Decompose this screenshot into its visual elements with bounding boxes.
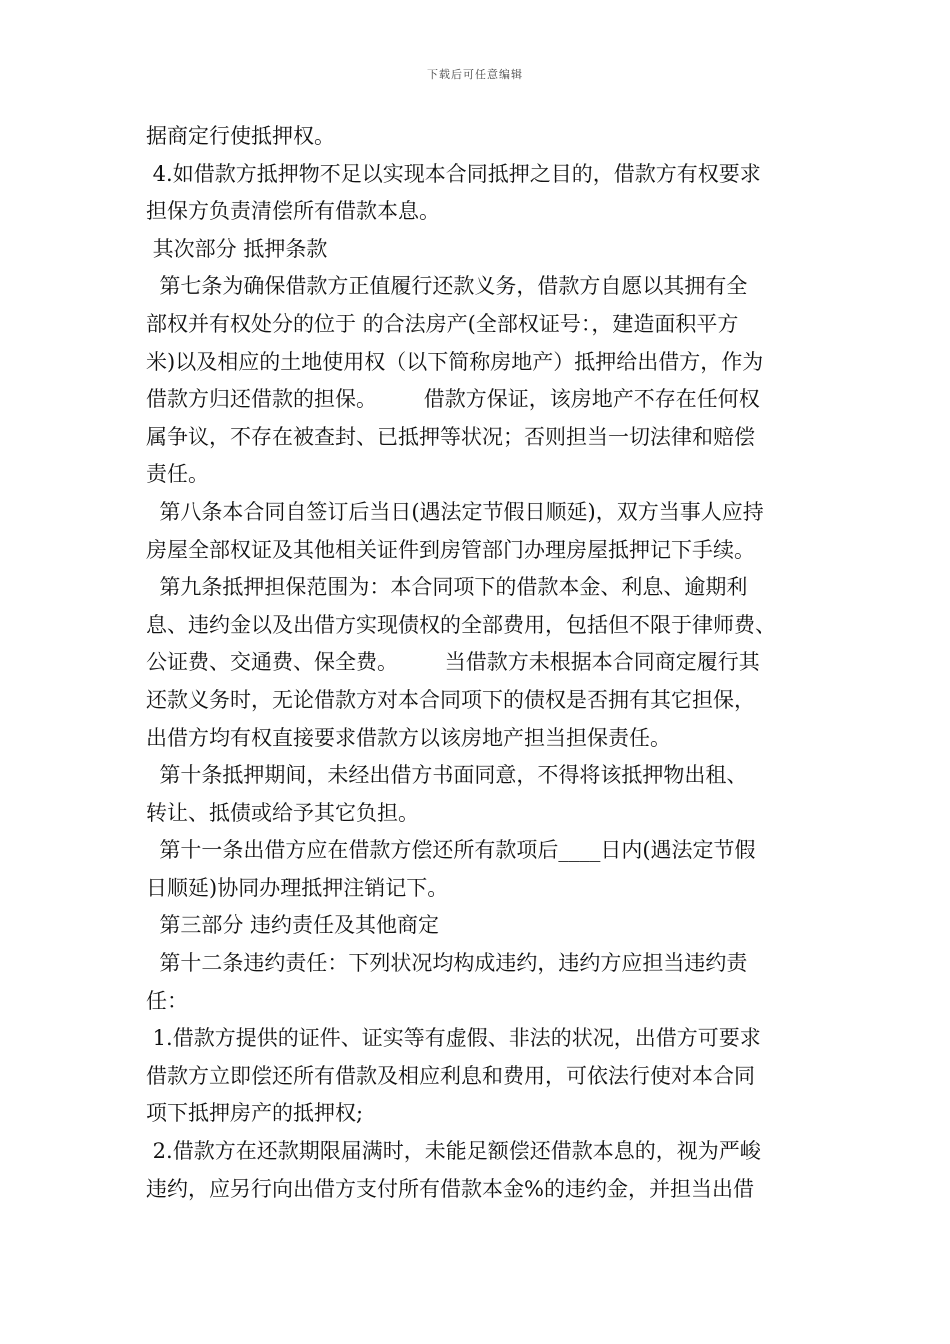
text-line: 第八条本合同自签订后当日(遇法定节假日顺延)，双方当事人应持 — [146, 499, 764, 524]
text-line: 项下抵押房产的抵押权; — [146, 1101, 364, 1126]
text-line: 担保方负责清偿所有借款本息。 — [146, 199, 440, 224]
text-line: 出借方均有权直接要求借款方以该房地产担当担保责任。 — [146, 725, 671, 750]
text-line: 还款义务时，无论借款方对本合同项下的债权是否拥有其它担保， — [146, 687, 755, 712]
section-heading: 第三部分 违约责任及其他商定 — [146, 913, 440, 938]
text-line: 第九条抵押担保范围为：本合同项下的借款本金、利息、逾期利 — [146, 575, 748, 600]
text-line: 日顺延)协同办理抵押注销记下。 — [146, 875, 449, 900]
text-line: 属争议，不存在被查封、已抵押等状况；否则担当一切法律和赔偿 — [146, 424, 755, 449]
text-line: 公证费、交通费、保全费。 当借款方未根据本合同商定履行其 — [146, 650, 760, 675]
text-line: 2.借款方在还款期限届满时，未能足额偿还借款本息的，视为严峻 — [146, 1139, 761, 1164]
text-line: 1.借款方提供的证件、证实等有虚假、非法的状况，出借方可要求 — [146, 1026, 761, 1051]
text-line: 第十一条出借方应在借款方偿还所有款项后____日内(遇法定节假 — [146, 838, 756, 863]
text-line: 房屋全部权证及其他相关证件到房管部门办理房屋抵押记下手续。 — [146, 537, 755, 562]
text-line: 第七条为确保借款方正值履行还款义务，借款方自愿以其拥有全 — [146, 274, 748, 299]
text-line: 任： — [146, 988, 188, 1013]
text-line: 第十二条违约责任：下列状况均构成违约，违约方应担当违约责 — [146, 951, 748, 976]
text-line: 借款方立即偿还所有借款及相应利息和费用，可依法行使对本合同 — [146, 1063, 755, 1088]
text-line: 部权并有权处分的位于 的合法房产(全部权证号：，建造面积平方 — [146, 311, 739, 336]
text-line: 米)以及相应的土地使用权（以下简称房地产）抵押给出借方，作为 — [146, 349, 764, 374]
document-body — [146, 118, 818, 1208]
text-line: 转让、抵债或给予其它负担。 — [146, 800, 419, 825]
text-line: 据商定行使抵押权。 — [146, 124, 335, 148]
text-line: 借款方归还借款的担保。 借款方保证，该房地产不存在任何权 — [146, 387, 760, 412]
page-header: 下载后可任意编辑 — [427, 68, 523, 81]
text-line: 4.如借款方抵押物不足以实现本合同抵押之目的，借款方有权要求 — [146, 161, 761, 186]
section-heading: 其次部分 抵押条款 — [146, 236, 328, 261]
text-line: 第十条抵押期间，未经出借方书面同意，不得将该抵押物出租、 — [146, 763, 748, 788]
text-line: 违约，应另行向出借方支付所有借款本金%的违约金，并担当出借 — [146, 1176, 754, 1201]
text-line: 责任。 — [146, 462, 209, 487]
text-line: 息、违约金以及出借方实现债权的全部费用，包括但不限于律师费、 — [146, 612, 776, 637]
